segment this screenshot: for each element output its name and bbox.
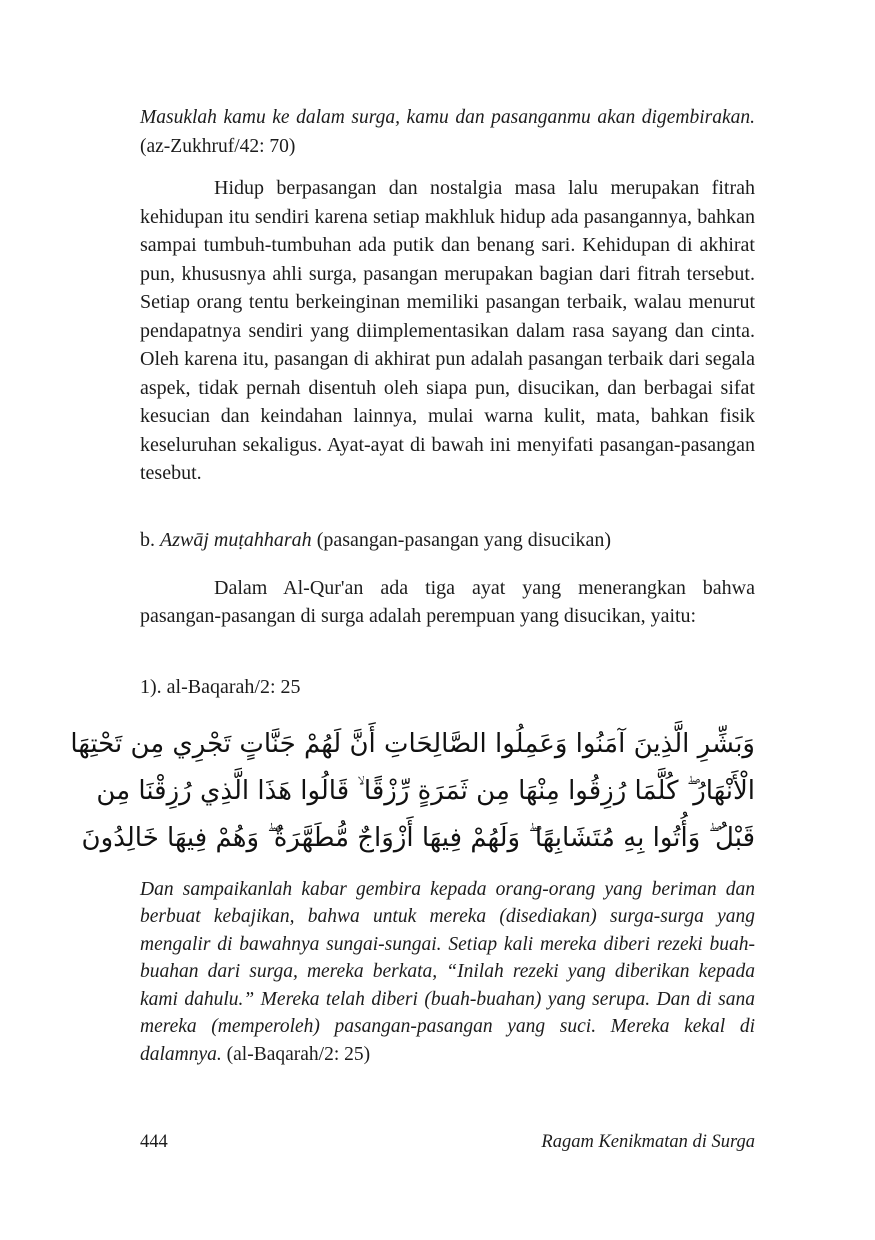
quran-quote-top: [140, 103, 755, 161]
paragraph-body: Hidup berpasangan dan nostalgia masa lalu merupakan fitrah kehidupan itu sendiri karena setiap makhluk hidup ada pasangannya, bahkan sampai tumbuh-tumbuhan ada putik dan benang sari. Kehidupan di akhirat pun, khususnya ahli surga, pasangan merupakan bagian dari fitrah tersebut. Setiap orang tentu berkeinginan memiliki pasangan terbaik, walau menurut pendapatnya sendiri yang diimplementasikan dalam rasa sayang dan cinta. Oleh karena itu, pasangan di akhirat pun adalah pasangan terbaik dari segala aspek, tidak pernah disentuh oleh siapa pun, disucikan, dan berbagai sifat kesucian dan keindahan lainnya, mulai warna kulit, mata, bahkan fisik keseluruhan sekaligus. Ayat-ayat di bawah ini menyifati pasangan-pasangan tesebut.: [140, 177, 755, 484]
page-footer: [140, 1132, 755, 1153]
arabic-verse-line-3: قَبْلُ ۖ وَأُتُوا بِهِ مُتَشَابِهًا ۖ وَلَهُمْ فِيهَا أَزْوَاجٌ مُّطَهَّرَةٌ ۖ وَهُمْ فِيهَا خَالِدُونَ: [81, 822, 755, 853]
verse-translation-text: Dan sampaikanlah kabar gembira kepada orang-orang yang beriman dan berbuat kebajikan, bahwa untuk mereka (disediakan) surga-surga yang mengalir di bawahnya sungai-sungai. Setiap kali mereka diberi rezeki buah-buahan dari surga, mereka berkata, “Inilah rezeki yang diberikan kepada kami dahulu.” Mereka telah diberi (buah-buahan) yang serupa. Dan di sana mereka (memperoleh) pasangan-pasangan yang suci. Mereka kekal di dalamnya.: [140, 878, 755, 1065]
page-number: 444: [140, 1132, 168, 1152]
section-heading-suffix: (pasangan-pasangan yang disucikan): [311, 528, 612, 551]
quote-top-text: Masuklah kamu ke dalam surga, kamu dan pasanganmu akan digembirakan.: [140, 107, 755, 128]
running-title: Ragam Kenikmatan di Surga: [541, 1132, 755, 1152]
quote-top-reference: (az-Zukhruf/42: 70): [140, 136, 296, 157]
verse-reference-heading: 1). al-Baqarah/2: 25: [140, 675, 301, 698]
paragraph-intro-ayat: Dalam Al-Qur'an ada tiga ayat yang menerangkan bahwa pasangan-pasangan di surga adalah perempuan yang disucikan, yaitu:: [140, 576, 755, 627]
verse-translation-reference: (al-Baqarah/2: 25): [221, 1043, 371, 1065]
section-heading-prefix: b.: [140, 528, 160, 551]
section-heading-term: Azwāj muṭahharah: [160, 528, 312, 551]
arabic-verse-line-1: وَبَشِّرِ الَّذِينَ آمَنُوا وَعَمِلُوا الصَّالِحَاتِ أَنَّ لَهُمْ جَنَّاتٍ تَجْرِي مِن تَحْتِهَا: [70, 728, 755, 759]
arabic-verse: [70, 721, 755, 862]
arabic-verse-line-2: الْأَنْهَارُ ۖ كُلَّمَا رُزِقُوا مِنْهَا مِن ثَمَرَةٍ رِّزْقًا ۙ قَالُوا هَذَا الَّذِي رُزِقْنَا مِن: [96, 775, 755, 806]
verse-translation: [140, 876, 755, 1069]
section-heading-b: [140, 526, 755, 554]
